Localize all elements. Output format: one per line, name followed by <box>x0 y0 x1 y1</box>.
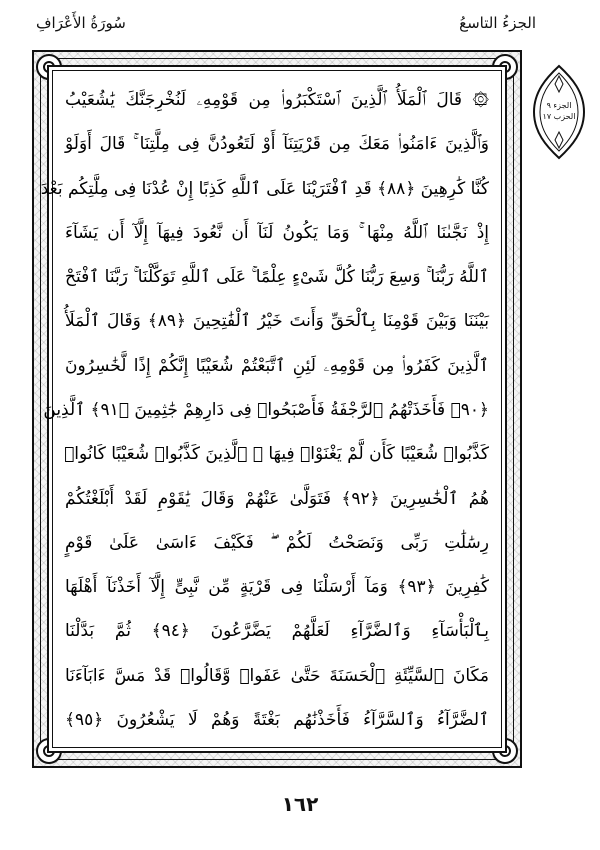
verse-line: ﴿٩٠﴾ فَأَخَذَتْهُمُ ٱلرَّجْفَةُ فَأَصْبَحُوا۟ فِى دَارِهِمْ جَٰثِمِينَ ﴿٩١﴾ ٱلَّذِينَ <box>43 399 489 420</box>
verse-line: كَذَّبُوا۟ شُعَيْبًا كَأَن لَّمْ يَغْنَوْا۟ فِيهَا ۚ ٱلَّذِينَ كَذَّبُوا۟ شُعَيْبًا كَانُوا۟ <box>64 444 489 465</box>
verse-line: ٱلضَّرَّآءُ وَٱلسَّرَّآءُ فَأَخَذْنَٰهُم بَغْتَةً وَهُمْ لَا يَشْعُرُونَ ﴿٩٥﴾ <box>65 709 489 730</box>
verse-block <box>40 85 489 735</box>
verse-line: ٱلَّذِينَ كَفَرُوا۟ مِن قَوْمِهِۦ لَئِنِ ٱتَّبَعْتُمْ شُعَيْبًا إِنَّكُمْ إِذًا لَّخَٰسِرُونَ <box>65 355 489 376</box>
verse-line: إِذْ نَجَّىٰنَا ٱللَّهُ مِنْهَا ۚ وَمَا يَكُونُ لَنَآ أَن نَّعُودَ فِيهَآ إِلَّآ أَن يَشَآءَ <box>65 222 489 243</box>
verse-line: هُمُ ٱلْخَٰسِرِينَ ﴿٩٢﴾ فَتَوَلَّىٰ عَنْهُمْ وَقَالَ يَٰقَوْمِ لَقَدْ أَبْلَغْتُكُمْ <box>65 488 489 509</box>
hizb-medallion <box>532 64 586 160</box>
verse-line: كُنَّا كَٰرِهِينَ ﴿٨٨﴾ قَدِ ٱفْتَرَيْنَا عَلَى ٱللَّهِ كَذِبًا إِنْ عُدْنَا فِى مِلَّتِكُم بَعْدَ <box>40 178 489 199</box>
verse-line: بَيْنَنَا وَبَيْنَ قَوْمِنَا بِٱلْحَقِّ وَأَنتَ خَيْرُ ٱلْفَٰتِحِينَ ﴿٨٩﴾ وَقَالَ ٱلْمَلَأُ <box>65 311 489 332</box>
text-panel <box>40 65 507 753</box>
medallion-juz: الجزء ٩ <box>546 101 572 110</box>
juz-title: الجزءُ التاسعُ <box>459 14 536 32</box>
verse-line: رِسَٰلَٰتِ رَبِّى وَنَصَحْتُ لَكُمْ ۖ فَكَيْفَ ءَاسَىٰ عَلَىٰ قَوْمٍ <box>65 532 489 553</box>
ornamental-border <box>32 50 522 768</box>
page-number: ١٦٢ <box>281 792 319 816</box>
verse-line: مَكَانَ ٱلسَّيِّئَةِ ٱلْحَسَنَةَ حَتَّىٰ عَفَوا۟ وَّقَالُوا۟ قَدْ مَسَّ ءَابَآءَنَا <box>65 665 489 686</box>
medallion-label <box>532 100 586 122</box>
verse-line: ۞ قَالَ ٱلْمَلَأُ ٱلَّذِينَ ٱسْتَكْبَرُوا۟ مِن قَوْمِهِۦ لَنُخْرِجَنَّكَ يَٰشُعَيْبُ <box>65 90 489 110</box>
surah-title: سُورَةُ الأَعْرَافِ <box>36 14 126 32</box>
verse-line: وَٱلَّذِينَ ءَامَنُوا۟ مَعَكَ مِن قَرْيَتِنَآ أَوْ لَتَعُودُنَّ فِى مِلَّتِنَا ۚ قَالَ أَوَلَوْ <box>65 134 489 155</box>
verse-line: كَٰفِرِينَ ﴿٩٣﴾ وَمَآ أَرْسَلْنَا فِى قَرْيَةٍ مِّن نَّبِىٍّ إِلَّآ أَخَذْنَآ أَهْلَهَا <box>65 577 489 598</box>
medallion-hizb: الحزب ١٧ <box>542 112 576 121</box>
verse-line: بِٱلْبَأْسَآءِ وَٱلضَّرَّآءِ لَعَلَّهُمْ يَضَّرَّعُونَ ﴿٩٤﴾ ثُمَّ بَدَّلْنَا <box>65 621 489 642</box>
verse-line: ٱللَّهُ رَبُّنَا ۚ وَسِعَ رَبُّنَا كُلَّ شَىْءٍ عِلْمًا ۚ عَلَى ٱللَّهِ تَوَكَّلْنَا ۚ رَبَّنَا ٱفْتَحْ <box>65 267 489 288</box>
